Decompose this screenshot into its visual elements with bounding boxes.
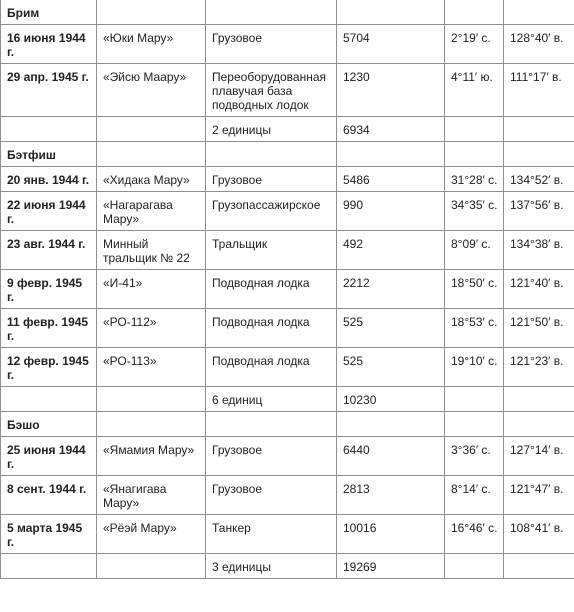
longitude-cell[interactable]: 121°47′ в. [504, 476, 574, 515]
latitude-cell[interactable]: 8°09′ с. [445, 231, 504, 270]
empty-cell [97, 412, 206, 437]
empty-cell [206, 0, 337, 25]
date-cell: 11 февр. 1945 г. [1, 309, 97, 348]
ship-name-cell[interactable]: «Ямамия Мару» [97, 437, 206, 476]
empty-cell [445, 0, 504, 25]
latitude-cell[interactable]: 8°14′ с. [445, 476, 504, 515]
date-cell: 29 апр. 1945 г. [1, 64, 97, 117]
empty-cell [445, 387, 504, 412]
table-row [1, 167, 574, 192]
submarine-header-row [1, 0, 574, 25]
ship-type-cell: Подводная лодка [206, 309, 337, 348]
submarine-name[interactable]: Бэшо [1, 412, 97, 437]
longitude-cell[interactable]: 121°23′ в. [504, 348, 574, 387]
tonnage-cell: 990 [337, 192, 445, 231]
tonnage-cell: 492 [337, 231, 445, 270]
empty-cell [445, 554, 504, 579]
empty-cell [1, 387, 97, 412]
total-units-cell: 3 единицы [206, 554, 337, 579]
tonnage-cell: 2813 [337, 476, 445, 515]
date-cell: 20 янв. 1944 г. [1, 167, 97, 192]
longitude-cell[interactable]: 128°40′ в. [504, 25, 574, 64]
latitude-cell[interactable]: 19°10′ с. [445, 348, 504, 387]
latitude-cell[interactable]: 3°36′ с. [445, 437, 504, 476]
latitude-cell[interactable]: 2°19′ с. [445, 25, 504, 64]
date-cell: 23 авг. 1944 г. [1, 231, 97, 270]
empty-cell [97, 387, 206, 412]
table-row [1, 25, 574, 64]
ship-name-cell[interactable]: «Эйсю Маару» [97, 64, 206, 117]
empty-cell [97, 0, 206, 25]
ship-type-cell: Тральщик [206, 231, 337, 270]
total-tonnage-cell: 6934 [337, 117, 445, 142]
latitude-cell[interactable]: 4°11′ ю. [445, 64, 504, 117]
ship-name-cell[interactable]: Минный тральщик № 22 [97, 231, 206, 270]
total-units-cell: 2 единицы [206, 117, 337, 142]
ship-name-cell[interactable]: «И-41» [97, 270, 206, 309]
empty-cell [206, 412, 337, 437]
table-row [1, 515, 574, 554]
latitude-cell[interactable]: 31°28′ с. [445, 167, 504, 192]
ship-name-cell[interactable]: «Рёэй Мару» [97, 515, 206, 554]
empty-cell [97, 554, 206, 579]
date-cell: 8 сент. 1944 г. [1, 476, 97, 515]
ship-type-cell: Подводная лодка [206, 270, 337, 309]
ship-type-cell: Грузовое [206, 25, 337, 64]
latitude-cell[interactable]: 18°50′ с. [445, 270, 504, 309]
longitude-cell[interactable]: 127°14′ в. [504, 437, 574, 476]
total-row [1, 117, 574, 142]
empty-cell [445, 412, 504, 437]
tonnage-cell: 10016 [337, 515, 445, 554]
empty-cell [445, 117, 504, 142]
longitude-cell[interactable]: 134°52′ в. [504, 167, 574, 192]
date-cell: 22 июня 1944 г. [1, 192, 97, 231]
table-row [1, 437, 574, 476]
date-cell: 25 июня 1944 г. [1, 437, 97, 476]
date-cell: 16 июня 1944 г. [1, 25, 97, 64]
ship-name-cell[interactable]: «Хидака Мару» [97, 167, 206, 192]
longitude-cell[interactable]: 137°56′ в. [504, 192, 574, 231]
ship-type-cell: Переоборудованная плавучая база подводных лодок [206, 64, 337, 117]
date-cell: 5 марта 1945 г. [1, 515, 97, 554]
ship-name-cell[interactable]: «Янагигава Мару» [97, 476, 206, 515]
longitude-cell[interactable]: 111°17′ в. [504, 64, 574, 117]
longitude-cell[interactable]: 121°50′ в. [504, 309, 574, 348]
total-tonnage-cell: 10230 [337, 387, 445, 412]
date-cell: 12 февр. 1945 г. [1, 348, 97, 387]
table-row [1, 309, 574, 348]
empty-cell [504, 117, 574, 142]
tonnage-cell: 5486 [337, 167, 445, 192]
latitude-cell[interactable]: 16°46′ с. [445, 515, 504, 554]
submarine-header-row [1, 142, 574, 167]
table-row [1, 231, 574, 270]
ship-type-cell: Грузопассажирское [206, 192, 337, 231]
empty-cell [504, 0, 574, 25]
empty-cell [504, 142, 574, 167]
table-row [1, 192, 574, 231]
tonnage-cell: 525 [337, 309, 445, 348]
empty-cell [206, 142, 337, 167]
total-tonnage-cell: 19269 [337, 554, 445, 579]
ship-type-cell: Подводная лодка [206, 348, 337, 387]
longitude-cell[interactable]: 108°41′ в. [504, 515, 574, 554]
empty-cell [337, 412, 445, 437]
longitude-cell[interactable]: 121°40′ в. [504, 270, 574, 309]
latitude-cell[interactable]: 18°53′ с. [445, 309, 504, 348]
total-row [1, 554, 574, 579]
empty-cell [1, 554, 97, 579]
ship-name-cell[interactable]: «РО-113» [97, 348, 206, 387]
ship-type-cell: Грузовое [206, 437, 337, 476]
tonnage-cell: 5704 [337, 25, 445, 64]
tonnage-cell: 6440 [337, 437, 445, 476]
submarine-name[interactable]: Бэтфиш [1, 142, 97, 167]
date-cell: 9 февр. 1945 г. [1, 270, 97, 309]
total-row [1, 387, 574, 412]
table-body [1, 0, 574, 579]
ship-type-cell: Танкер [206, 515, 337, 554]
empty-cell [504, 554, 574, 579]
submarine-header-row [1, 412, 574, 437]
empty-cell [445, 142, 504, 167]
empty-cell [504, 412, 574, 437]
empty-cell [1, 117, 97, 142]
longitude-cell[interactable]: 134°38′ в. [504, 231, 574, 270]
table-row [1, 476, 574, 515]
submarine-name[interactable]: Брим [1, 0, 97, 25]
empty-cell [504, 387, 574, 412]
empty-cell [97, 142, 206, 167]
table-row [1, 270, 574, 309]
total-units-cell: 6 единиц [206, 387, 337, 412]
ship-name-cell[interactable]: «РО-112» [97, 309, 206, 348]
ship-name-cell[interactable]: «Нагарагава Мару» [97, 192, 206, 231]
tonnage-cell: 1230 [337, 64, 445, 117]
ship-type-cell: Грузовое [206, 476, 337, 515]
empty-cell [97, 117, 206, 142]
table-row [1, 348, 574, 387]
table-row [1, 64, 574, 117]
empty-cell [337, 142, 445, 167]
tonnage-cell: 2212 [337, 270, 445, 309]
ship-type-cell: Грузовое [206, 167, 337, 192]
latitude-cell[interactable]: 34°35′ с. [445, 192, 504, 231]
ship-name-cell[interactable]: «Юки Мару» [97, 25, 206, 64]
tonnage-cell: 525 [337, 348, 445, 387]
empty-cell [337, 0, 445, 25]
